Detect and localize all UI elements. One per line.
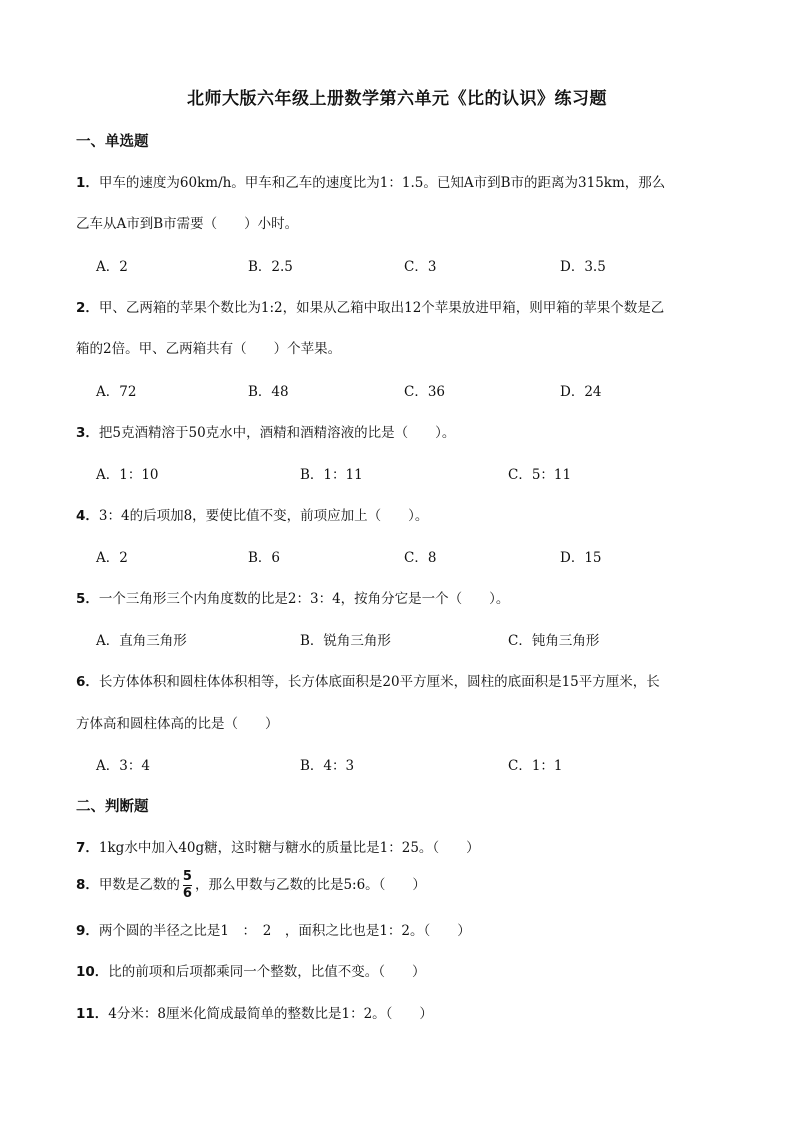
- section-heading-true-false: 二、判断题: [76, 799, 149, 815]
- question-text: 3：4的后项加8，要使比值不变，前项应加上（ ）。: [98, 508, 429, 524]
- question-6-continued: 方体高和圆柱体高的比是（ ）: [76, 716, 279, 732]
- question-1: [76, 171, 665, 191]
- question-text: 长方体体积和圆柱体体积相等，长方体底面积是20平方厘米，圆柱的底面积是15平方厘米，长: [98, 674, 660, 690]
- fraction-denominator: 6: [182, 886, 192, 901]
- option-a: A．3：4: [96, 758, 150, 774]
- option-d: D．24: [560, 384, 602, 400]
- question-number: 8．: [76, 877, 99, 893]
- question-2-continued: 箱的2倍。甲、乙两箱共有（ ）个苹果。: [76, 341, 342, 357]
- question-number: 11．: [76, 1006, 109, 1022]
- question-6: [76, 670, 660, 690]
- question-number: 1．: [76, 175, 99, 191]
- question-number: 2．: [76, 300, 99, 316]
- question-1-continued: 乙车从A市到B市需要（ ）小时。: [76, 216, 299, 232]
- option-a: A．2: [96, 550, 128, 566]
- question-10: [76, 960, 426, 980]
- option-c: C．8: [404, 550, 437, 566]
- question-9: [76, 919, 471, 939]
- section-heading-single-choice: 一、单选题: [76, 134, 149, 150]
- question-8: [76, 870, 426, 901]
- option-b: B．4：3: [300, 758, 355, 774]
- question-2: [76, 296, 664, 316]
- question-number: 10．: [76, 964, 109, 980]
- option-b: B．6: [248, 550, 281, 566]
- question-number: 4．: [76, 508, 99, 524]
- option-b: B．锐角三角形: [300, 633, 391, 649]
- option-c: C．36: [404, 384, 446, 400]
- question-text: 把5克酒精溶于50克水中，酒精和酒精溶液的比是（ ）。: [98, 425, 456, 441]
- question-7: [76, 836, 480, 856]
- question-text: 甲、乙两箱的苹果个数比为1:2，如果从乙箱中取出12个苹果放进甲箱，则甲箱的苹果个数是乙: [98, 300, 665, 316]
- question-3: [76, 421, 455, 441]
- fraction-numerator: 5: [182, 869, 192, 884]
- fraction: [183, 870, 192, 901]
- question-text: 甲车的速度为60km/h。甲车和乙车的速度比为1：1.5。已知A市到B市的距离为315km，那么: [98, 175, 666, 191]
- question-11: [76, 1002, 433, 1022]
- question-text: 1kg水中加入40g糖，这时糖与糖水的质量比是1：25。（ ）: [98, 840, 480, 856]
- question-text: 4分米：8厘米化简成最简单的整数比是1：2。（ ）: [108, 1006, 433, 1022]
- option-c: C．3: [404, 259, 437, 275]
- question-text-before: 甲数是乙数的: [98, 877, 180, 893]
- question-number: 7．: [76, 840, 99, 856]
- question-5: [76, 587, 509, 607]
- option-c: C．钝角三角形: [508, 633, 600, 649]
- option-d: D．3.5: [560, 259, 606, 275]
- question-text: 一个三角形三个内角度数的比是2：3：4，按角分它是一个（ ）。: [98, 591, 510, 607]
- option-a: A．1：10: [96, 467, 159, 483]
- question-4: [76, 504, 428, 524]
- question-text: 比的前项和后项都乘同一个整数，比值不变。（ ）: [108, 964, 426, 980]
- option-a: A．2: [96, 259, 128, 275]
- question-text: 两个圆的半径之比是1 ： 2 ，面积之比也是1：2。（ ）: [98, 923, 471, 939]
- option-a: A．直角三角形: [96, 633, 187, 649]
- question-number: 9．: [76, 923, 99, 939]
- option-c: C．1：1: [508, 758, 563, 774]
- question-text-after: ，那么甲数与乙数的比是5:6。（ ）: [194, 877, 426, 893]
- option-b: B．48: [248, 384, 289, 400]
- page-title: 北师大版六年级上册数学第六单元《比的认识》练习题: [187, 89, 607, 109]
- option-a: A．72: [96, 384, 137, 400]
- option-b: B．1：11: [300, 467, 363, 483]
- option-c: C．5：11: [508, 467, 572, 483]
- question-number: 5．: [76, 591, 99, 607]
- question-number: 3．: [76, 425, 99, 441]
- question-number: 6．: [76, 674, 99, 690]
- option-b: B．2.5: [248, 259, 293, 275]
- option-d: D．15: [560, 550, 602, 566]
